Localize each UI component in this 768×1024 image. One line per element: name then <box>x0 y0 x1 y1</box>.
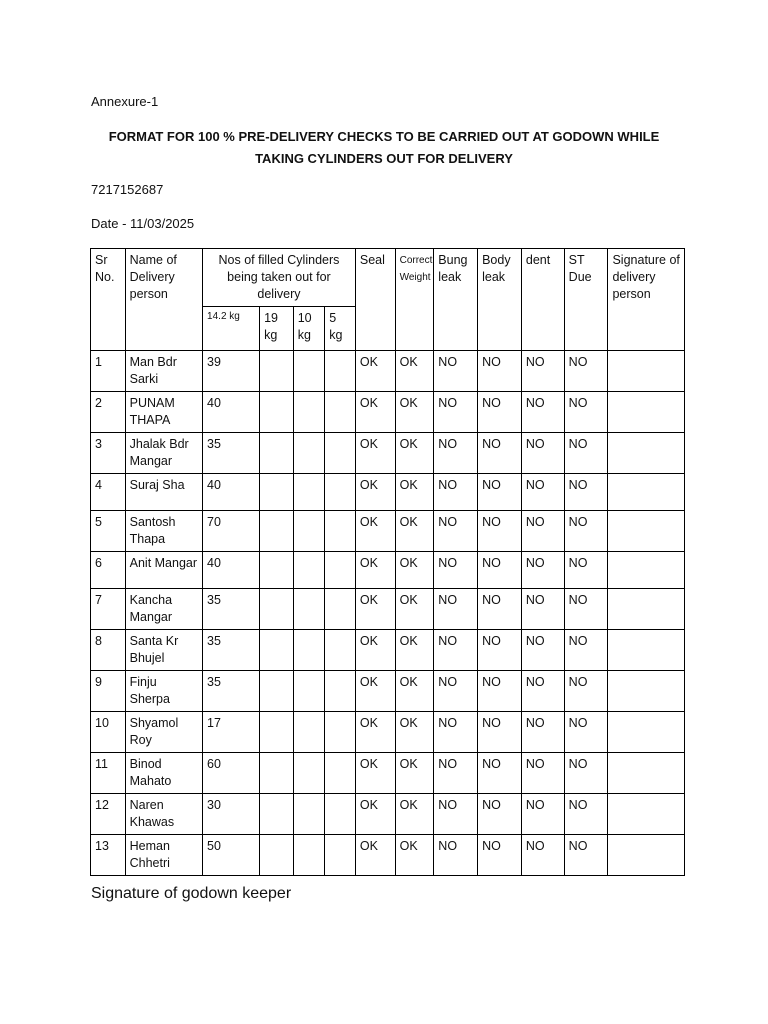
name-cell: Shyamol Roy <box>125 712 202 753</box>
qty-10kg-cell <box>293 511 325 552</box>
bung-leak-cell: NO <box>434 474 478 511</box>
qty-5kg-cell <box>325 753 356 794</box>
sr-cell: 8 <box>91 630 126 671</box>
seal-cell: OK <box>355 511 395 552</box>
sr-cell: 4 <box>91 474 126 511</box>
weight-cell: OK <box>395 835 434 876</box>
table-row <box>91 630 685 671</box>
qty-5kg-cell <box>325 511 356 552</box>
name-cell: Heman Chhetri <box>125 835 202 876</box>
dent-cell: NO <box>521 671 564 712</box>
name-cell: Santosh Thapa <box>125 511 202 552</box>
st-due-cell: NO <box>564 671 608 712</box>
table-row <box>91 671 685 712</box>
body-leak-cell: NO <box>478 474 522 511</box>
weight-cell: OK <box>395 351 434 392</box>
table-row <box>91 511 685 552</box>
bung-leak-cell: NO <box>434 753 478 794</box>
table-body <box>91 351 685 876</box>
name-cell: Finju Sherpa <box>125 671 202 712</box>
bung-leak-cell: NO <box>434 835 478 876</box>
seal-cell: OK <box>355 835 395 876</box>
header-size-5kg: 5 kg <box>325 307 356 351</box>
dent-cell: NO <box>521 433 564 474</box>
sr-cell: 5 <box>91 511 126 552</box>
signature-cell <box>608 712 685 753</box>
dent-cell: NO <box>521 392 564 433</box>
weight-cell: OK <box>395 630 434 671</box>
godown-keeper-signature-label: Signature of godown keeper <box>91 885 292 902</box>
dent-cell: NO <box>521 511 564 552</box>
signature-cell <box>608 835 685 876</box>
signature-cell <box>608 351 685 392</box>
qty-14kg-cell: 50 <box>203 835 260 876</box>
qty-5kg-cell <box>325 712 356 753</box>
header-body-leak: Body leak <box>478 249 522 351</box>
qty-10kg-cell <box>293 835 325 876</box>
header-signature: Signature of delivery person <box>608 249 685 351</box>
bung-leak-cell: NO <box>434 671 478 712</box>
qty-5kg-cell <box>325 794 356 835</box>
qty-5kg-cell <box>325 474 356 511</box>
body-leak-cell: NO <box>478 712 522 753</box>
body-leak-cell: NO <box>478 433 522 474</box>
table-row <box>91 835 685 876</box>
st-due-cell: NO <box>564 589 608 630</box>
table-row <box>91 712 685 753</box>
name-cell: Binod Mahato <box>125 753 202 794</box>
header-seal: Seal <box>355 249 395 351</box>
qty-19kg-cell <box>260 552 294 589</box>
st-due-cell: NO <box>564 835 608 876</box>
signature-cell <box>608 753 685 794</box>
bung-leak-cell: NO <box>434 630 478 671</box>
seal-cell: OK <box>355 474 395 511</box>
dent-cell: NO <box>521 474 564 511</box>
sr-cell: 2 <box>91 392 126 433</box>
st-due-cell: NO <box>564 351 608 392</box>
qty-14kg-cell: 40 <box>203 552 260 589</box>
bung-leak-cell: NO <box>434 589 478 630</box>
bung-leak-cell: NO <box>434 351 478 392</box>
st-due-cell: NO <box>564 712 608 753</box>
dent-cell: NO <box>521 835 564 876</box>
signature-cell <box>608 589 685 630</box>
name-cell: Suraj Sha <box>125 474 202 511</box>
qty-19kg-cell <box>260 589 294 630</box>
sr-cell: 11 <box>91 753 126 794</box>
table-row <box>91 474 685 511</box>
seal-cell: OK <box>355 753 395 794</box>
name-cell: Santa Kr Bhujel <box>125 630 202 671</box>
table-row <box>91 753 685 794</box>
qty-19kg-cell <box>260 511 294 552</box>
st-due-cell: NO <box>564 433 608 474</box>
table-row <box>91 433 685 474</box>
seal-cell: OK <box>355 630 395 671</box>
qty-10kg-cell <box>293 630 325 671</box>
qty-14kg-cell: 39 <box>203 351 260 392</box>
dent-cell: NO <box>521 589 564 630</box>
annexure-label: Annexure-1 <box>91 94 159 109</box>
qty-14kg-cell: 70 <box>203 511 260 552</box>
dent-cell: NO <box>521 712 564 753</box>
qty-5kg-cell <box>325 552 356 589</box>
body-leak-cell: NO <box>478 392 522 433</box>
st-due-cell: NO <box>564 794 608 835</box>
signature-cell <box>608 794 685 835</box>
bung-leak-cell: NO <box>434 511 478 552</box>
weight-cell: OK <box>395 552 434 589</box>
weight-cell: OK <box>395 511 434 552</box>
qty-14kg-cell: 35 <box>203 433 260 474</box>
bung-leak-cell: NO <box>434 712 478 753</box>
signature-cell <box>608 511 685 552</box>
qty-10kg-cell <box>293 712 325 753</box>
seal-cell: OK <box>355 552 395 589</box>
qty-14kg-cell: 40 <box>203 392 260 433</box>
weight-cell: OK <box>395 794 434 835</box>
name-cell: Man Bdr Sarki <box>125 351 202 392</box>
qty-10kg-cell <box>293 474 325 511</box>
st-due-cell: NO <box>564 753 608 794</box>
qty-10kg-cell <box>293 552 325 589</box>
header-sr: Sr No. <box>91 249 126 351</box>
seal-cell: OK <box>355 351 395 392</box>
body-leak-cell: NO <box>478 835 522 876</box>
sr-cell: 10 <box>91 712 126 753</box>
st-due-cell: NO <box>564 630 608 671</box>
header-bung-leak: Bung leak <box>434 249 478 351</box>
header-cylinders: Nos of filled Cylinders being taken out for delivery <box>203 249 356 307</box>
qty-19kg-cell <box>260 712 294 753</box>
qty-10kg-cell <box>293 433 325 474</box>
delivery-check-table <box>90 248 685 876</box>
qty-14kg-cell: 17 <box>203 712 260 753</box>
qty-19kg-cell <box>260 794 294 835</box>
body-leak-cell: NO <box>478 794 522 835</box>
date-line: Date - 11/03/2025 <box>91 216 195 231</box>
name-cell: Naren Khawas <box>125 794 202 835</box>
signature-cell <box>608 671 685 712</box>
weight-cell: OK <box>395 433 434 474</box>
qty-5kg-cell <box>325 835 356 876</box>
seal-cell: OK <box>355 589 395 630</box>
st-due-cell: NO <box>564 552 608 589</box>
header-size-10kg: 10 kg <box>293 307 325 351</box>
body-leak-cell: NO <box>478 589 522 630</box>
qty-10kg-cell <box>293 753 325 794</box>
name-cell: Jhalak Bdr Mangar <box>125 433 202 474</box>
bung-leak-cell: NO <box>434 392 478 433</box>
name-cell: Kancha Mangar <box>125 589 202 630</box>
name-cell: Anit Mangar <box>125 552 202 589</box>
body-leak-cell: NO <box>478 511 522 552</box>
qty-19kg-cell <box>260 351 294 392</box>
qty-5kg-cell <box>325 433 356 474</box>
signature-cell <box>608 392 685 433</box>
dent-cell: NO <box>521 552 564 589</box>
header-correct-weight: Correct Weight <box>395 249 434 351</box>
sr-cell: 9 <box>91 671 126 712</box>
header-name: Name of Delivery person <box>125 249 202 351</box>
weight-cell: OK <box>395 753 434 794</box>
dent-cell: NO <box>521 794 564 835</box>
qty-19kg-cell <box>260 392 294 433</box>
seal-cell: OK <box>355 433 395 474</box>
qty-14kg-cell: 40 <box>203 474 260 511</box>
weight-cell: OK <box>395 589 434 630</box>
seal-cell: OK <box>355 392 395 433</box>
qty-19kg-cell <box>260 433 294 474</box>
sr-cell: 12 <box>91 794 126 835</box>
weight-cell: OK <box>395 712 434 753</box>
qty-14kg-cell: 30 <box>203 794 260 835</box>
dent-cell: NO <box>521 753 564 794</box>
sr-cell: 7 <box>91 589 126 630</box>
body-leak-cell: NO <box>478 351 522 392</box>
sr-cell: 1 <box>91 351 126 392</box>
sr-cell: 6 <box>91 552 126 589</box>
qty-19kg-cell <box>260 753 294 794</box>
seal-cell: OK <box>355 712 395 753</box>
name-cell: PUNAM THAPA <box>125 392 202 433</box>
qty-19kg-cell <box>260 835 294 876</box>
qty-14kg-cell: 35 <box>203 589 260 630</box>
weight-cell: OK <box>395 671 434 712</box>
signature-cell <box>608 433 685 474</box>
weight-cell: OK <box>395 474 434 511</box>
qty-14kg-cell: 35 <box>203 630 260 671</box>
signature-cell <box>608 552 685 589</box>
weight-cell: OK <box>395 392 434 433</box>
qty-5kg-cell <box>325 589 356 630</box>
signature-cell <box>608 474 685 511</box>
table-row <box>91 589 685 630</box>
header-dent: dent <box>521 249 564 351</box>
body-leak-cell: NO <box>478 630 522 671</box>
qty-10kg-cell <box>293 794 325 835</box>
seal-cell: OK <box>355 794 395 835</box>
sr-cell: 13 <box>91 835 126 876</box>
phone-number: 7217152687 <box>91 182 164 197</box>
qty-5kg-cell <box>325 392 356 433</box>
header-size-14kg: 14.2 kg <box>203 307 260 351</box>
bung-leak-cell: NO <box>434 794 478 835</box>
bung-leak-cell: NO <box>434 552 478 589</box>
qty-5kg-cell <box>325 630 356 671</box>
body-leak-cell: NO <box>478 753 522 794</box>
qty-14kg-cell: 35 <box>203 671 260 712</box>
header-size-19kg: 19 kg <box>260 307 294 351</box>
qty-10kg-cell <box>293 671 325 712</box>
document-heading: FORMAT FOR 100 % PRE-DELIVERY CHECKS TO BE CARRIED OUT AT GODOWN WHILE TAKING CYLINDERS OUT FOR DELIVERY <box>108 129 660 166</box>
bung-leak-cell: NO <box>434 433 478 474</box>
seal-cell: OK <box>355 671 395 712</box>
body-leak-cell: NO <box>478 552 522 589</box>
table-row <box>91 392 685 433</box>
table-row <box>91 794 685 835</box>
table-row <box>91 552 685 589</box>
qty-19kg-cell <box>260 630 294 671</box>
dent-cell: NO <box>521 351 564 392</box>
qty-10kg-cell <box>293 351 325 392</box>
signature-cell <box>608 630 685 671</box>
qty-10kg-cell <box>293 392 325 433</box>
header-st-due: ST Due <box>564 249 608 351</box>
sr-cell: 3 <box>91 433 126 474</box>
qty-10kg-cell <box>293 589 325 630</box>
qty-5kg-cell <box>325 351 356 392</box>
body-leak-cell: NO <box>478 671 522 712</box>
st-due-cell: NO <box>564 474 608 511</box>
qty-5kg-cell <box>325 671 356 712</box>
st-due-cell: NO <box>564 511 608 552</box>
qty-19kg-cell <box>260 474 294 511</box>
st-due-cell: NO <box>564 392 608 433</box>
table-row <box>91 351 685 392</box>
dent-cell: NO <box>521 630 564 671</box>
qty-19kg-cell <box>260 671 294 712</box>
qty-14kg-cell: 60 <box>203 753 260 794</box>
